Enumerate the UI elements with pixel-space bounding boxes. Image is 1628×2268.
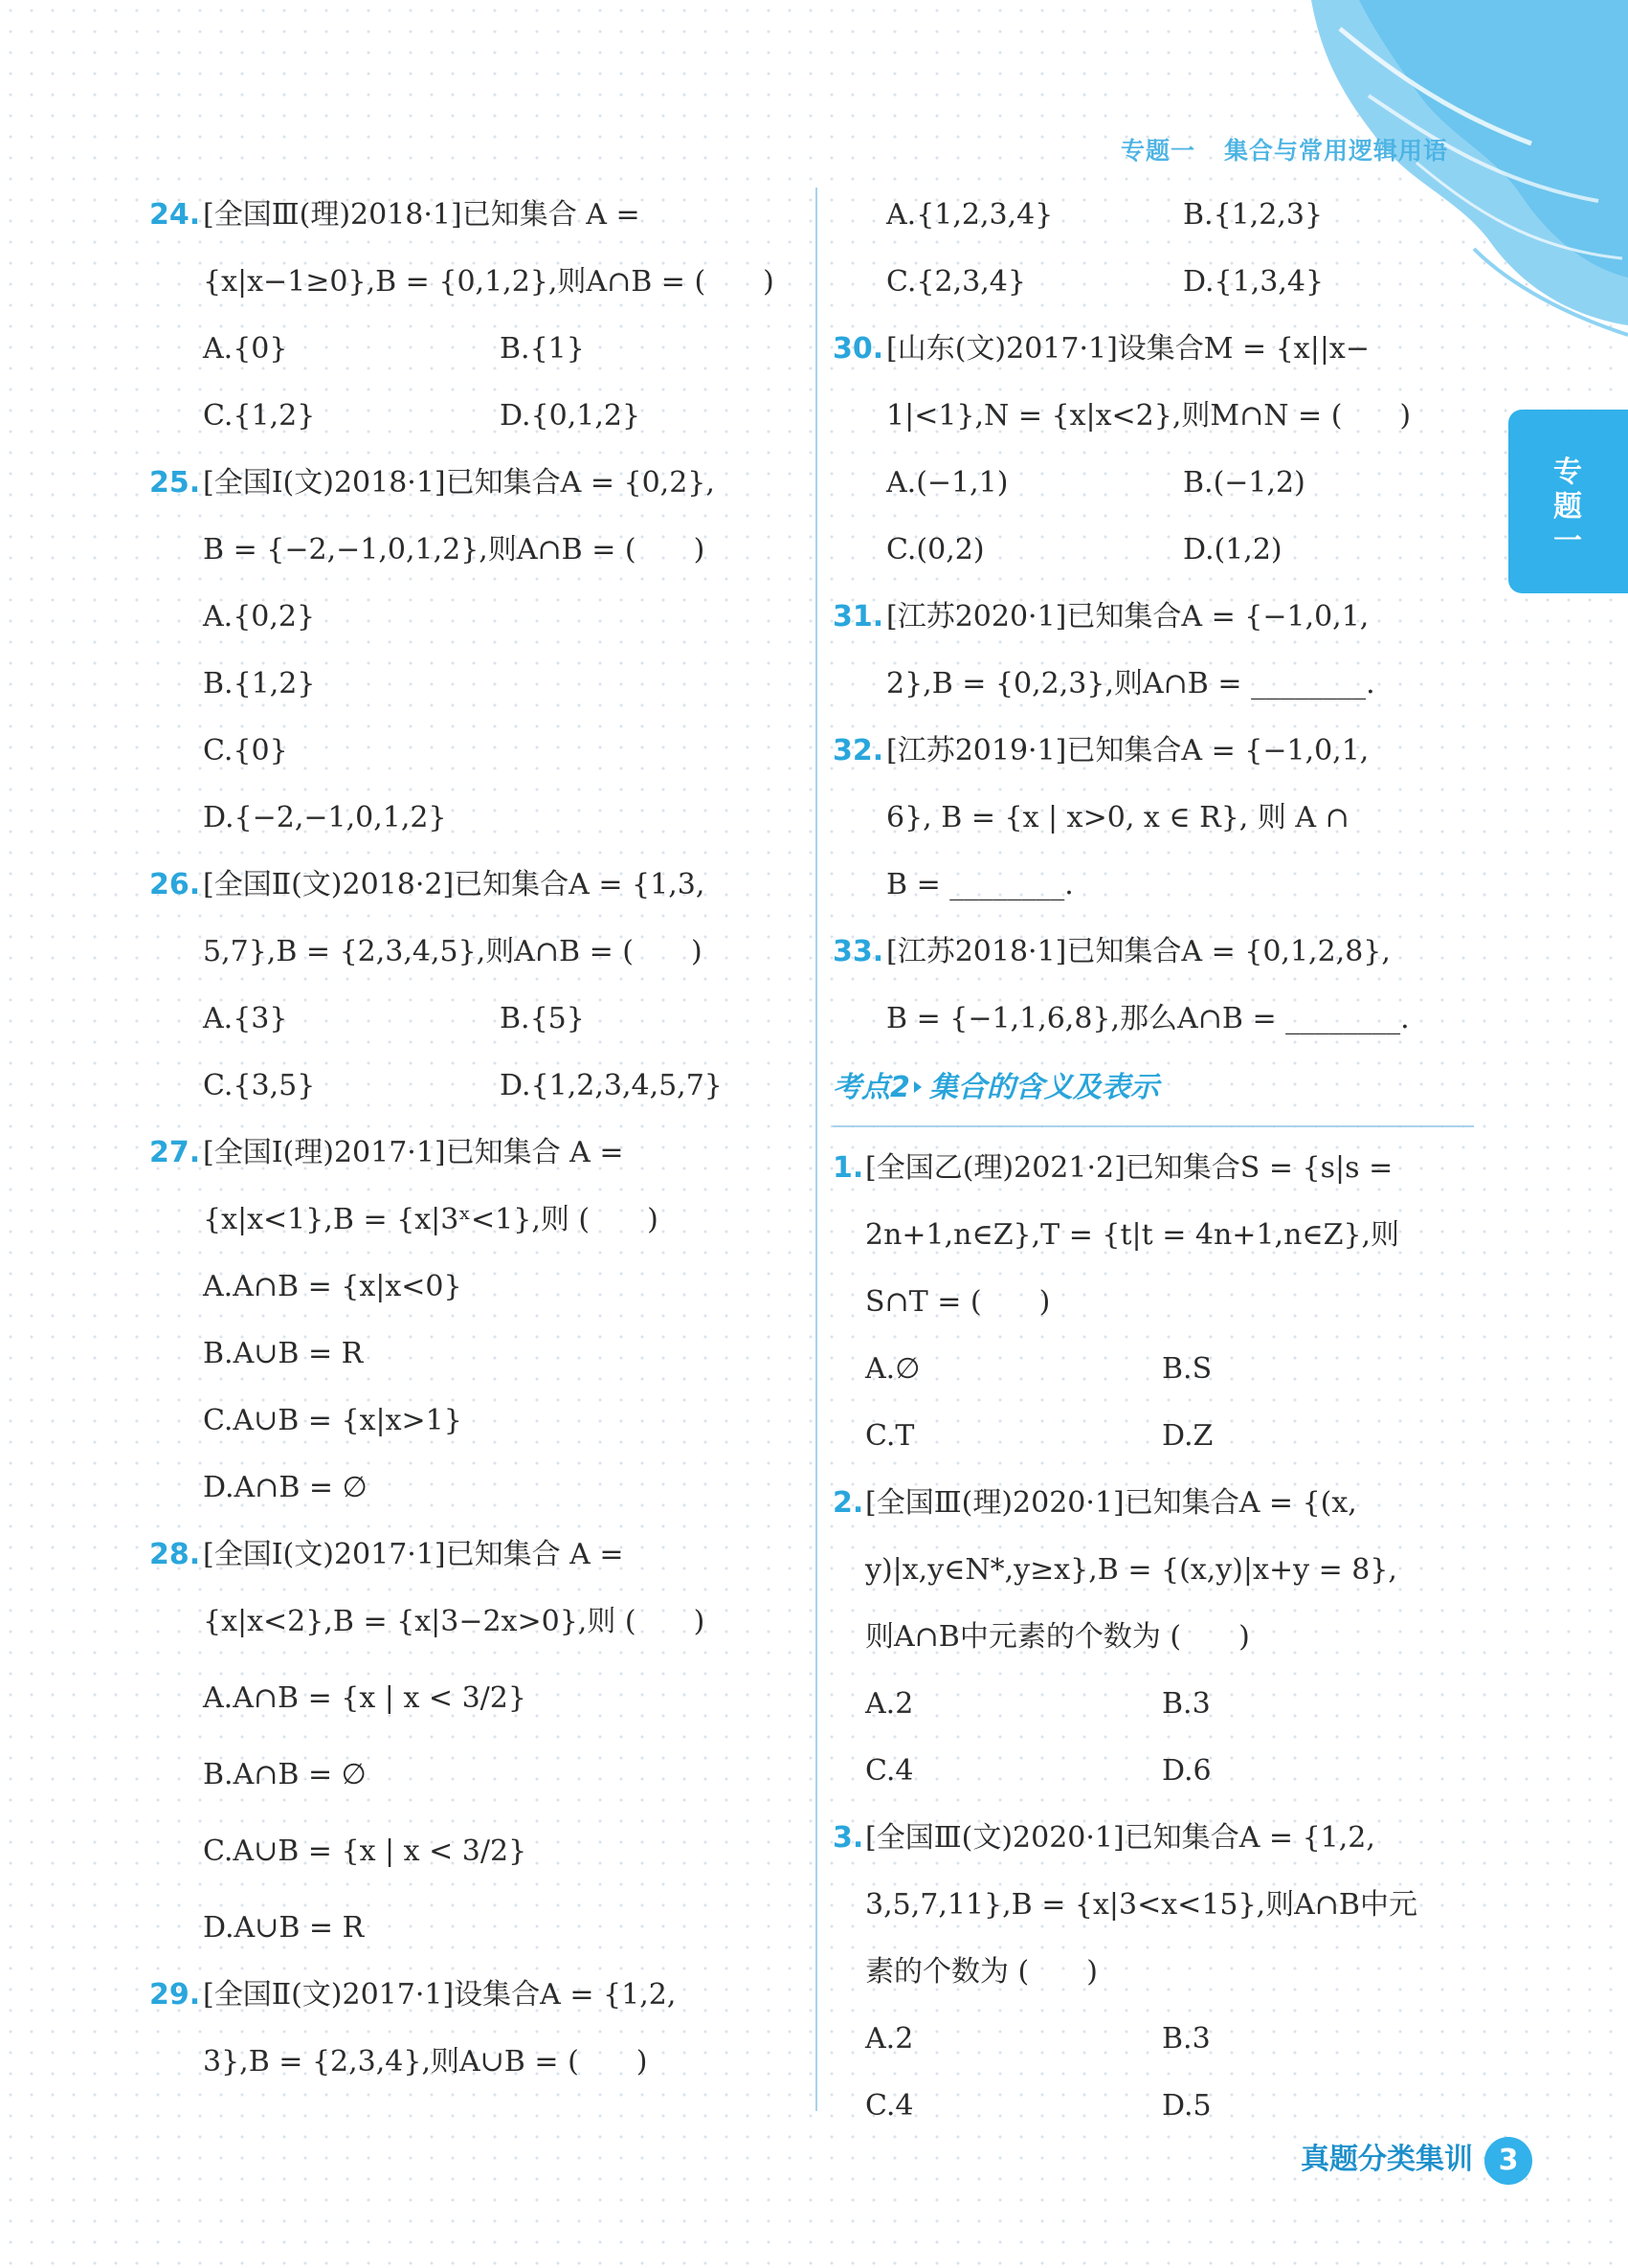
q27-number: 27. <box>149 1136 201 1169</box>
s2-option-a: A.2 <box>865 1687 914 1721</box>
q30-number: 30. <box>833 332 884 366</box>
q29-option-b: B.{1,2,3} <box>1183 198 1324 232</box>
q24-number: 24. <box>149 198 201 232</box>
q25-number: 25. <box>149 466 201 500</box>
q27-line2: {x|x<1},B = {x|3ˣ<1},则 ( ) <box>203 1203 658 1236</box>
running-head-title: 集合与常用逻辑用语 <box>1223 137 1448 165</box>
q29-option-c: C.{2,3,4} <box>886 265 1026 299</box>
q27-option-b: B.A∪B = R <box>203 1337 364 1370</box>
q28-option-b: B.A∩B = ∅ <box>203 1758 367 1791</box>
q24-line2: {x|x−1≥0},B = {0,1,2},则A∩B = ( ) <box>203 265 774 299</box>
q26-option-b: B.{5} <box>500 1002 585 1035</box>
q28-line2: {x|x<2},B = {x|3−2x>0},则 ( ) <box>203 1605 705 1638</box>
running-head <box>1092 132 1448 167</box>
q28-option-a: A.A∩B = {x | x < 3/2} <box>203 1681 526 1715</box>
s3-option-b: B.3 <box>1162 2022 1211 2056</box>
s1-option-b: B.S <box>1162 1352 1213 1386</box>
q26-line1: 26.[全国Ⅱ(文)2018·2]已知集合A = {1,3, <box>149 852 791 919</box>
q24-option-b: B.{1} <box>500 332 585 366</box>
q30-option-b: B.(−1,2) <box>1183 466 1305 500</box>
s1-number: 1. <box>833 1151 864 1185</box>
s2-line2: y)|x,y∈N*,y≥x},B = {(x,y)|x+y = 8}, <box>865 1553 1397 1587</box>
q31-line1: 31.[江苏2020·1]已知集合A = {−1,0,1, <box>833 584 1474 651</box>
q28-line1: 28.[全国Ⅰ(文)2017·1]已知集合 A = <box>149 1522 791 1589</box>
q32-line3: B = ________. <box>886 868 1074 901</box>
q29-line2: 3},B = {2,3,4},则A∪B = ( ) <box>203 2045 648 2079</box>
s3-line2: 3,5,7,11},B = {x|3<x<15},则A∩B中元 <box>865 1888 1417 1922</box>
s3-line3: 素的个数为 ( ) <box>865 1955 1098 1989</box>
q30-option-c: C.(0,2) <box>886 533 985 567</box>
q28-option-d: D.A∪B = R <box>203 1911 365 1945</box>
q24-option-a: A.{0} <box>203 332 288 366</box>
q27-option-a: A.A∩B = {x|x<0} <box>203 1270 462 1303</box>
q31-line2: 2},B = {0,2,3},则A∩B = ________. <box>886 667 1375 700</box>
q30-option-d: D.(1,2) <box>1183 533 1282 567</box>
q28-number: 28. <box>149 1538 201 1571</box>
section-heading <box>833 1058 1474 1127</box>
side-tab <box>1508 410 1628 593</box>
q30-line1: 30.[山东(文)2017·1]设集合M = {x||x− <box>833 316 1474 383</box>
q27-line1: 27.[全国Ⅰ(理)2017·1]已知集合 A = <box>149 1120 791 1187</box>
s2-line1: 2.[全国Ⅲ(理)2020·1]已知集合A = {(x, <box>833 1470 1474 1537</box>
q29-line1: 29.[全国Ⅱ(文)2017·1]设集合A = {1,2, <box>149 1962 791 2029</box>
q24-option-d: D.{0,1,2} <box>500 399 641 433</box>
q24-option-c: C.{1,2} <box>203 399 316 433</box>
q32-line2: 6}, B = {x | x>0, x ∈ R}, 则 A ∩ <box>886 801 1349 834</box>
footer-label: 真题分类集训 <box>1301 2143 1473 2176</box>
s1-option-a: A.∅ <box>865 1352 921 1386</box>
s1-line1: 1.[全国乙(理)2021·2]已知集合S = {s|s = <box>833 1135 1474 1202</box>
column-divider <box>815 188 817 2111</box>
left-column <box>149 182 791 2096</box>
q25-option-c: C.{0} <box>203 734 288 767</box>
q27-option-d: D.A∩B = ∅ <box>203 1471 368 1504</box>
q25-line1: 25.[全国Ⅰ(文)2018·1]已知集合A = {0,2}, <box>149 450 791 517</box>
q24-line1: 24.[全国Ⅲ(理)2018·1]已知集合 A = <box>149 182 791 249</box>
q33-number: 33. <box>833 935 884 968</box>
q30-option-a: A.(−1,1) <box>886 466 1009 500</box>
q30-line2: 1|<1},N = {x|x<2},则M∩N = ( ) <box>886 399 1412 433</box>
s1-line2: 2n+1,n∈Z},T = {t|t = 4n+1,n∈Z},则 <box>865 1218 1400 1252</box>
s2-option-d: D.6 <box>1162 1754 1212 1788</box>
q25-option-b: B.{1,2} <box>203 667 316 700</box>
q29-number: 29. <box>149 1978 201 2012</box>
right-column <box>833 182 1474 2140</box>
s2-line3: 则A∩B中元素的个数为 ( ) <box>865 1620 1250 1654</box>
s3-option-d: D.5 <box>1162 2089 1212 2123</box>
s2-number: 2. <box>833 1486 864 1520</box>
q29-option-d: D.{1,3,4} <box>1183 265 1325 299</box>
section-tag: 考点2 <box>833 1071 910 1104</box>
s2-option-b: B.3 <box>1162 1687 1211 1721</box>
q32-number: 32. <box>833 734 884 767</box>
running-head-topic: 专题一 <box>1120 137 1195 165</box>
q27-option-c: C.A∪B = {x|x>1} <box>203 1404 462 1437</box>
s2-option-c: C.4 <box>865 1754 914 1788</box>
q29-option-a: A.{1,2,3,4} <box>886 198 1054 232</box>
s3-number: 3. <box>833 1821 864 1855</box>
q26-option-a: A.{3} <box>203 1002 288 1035</box>
s3-line1: 3.[全国Ⅲ(文)2020·1]已知集合A = {1,2, <box>833 1805 1474 1872</box>
section-title: 集合的含义及表示 <box>928 1071 1159 1104</box>
q25-option-d: D.{−2,−1,0,1,2} <box>203 801 447 834</box>
s1-line3: S∩T = ( ) <box>865 1285 1051 1319</box>
s1-option-d: D.Z <box>1162 1419 1214 1453</box>
s3-option-a: A.2 <box>865 2022 914 2056</box>
q32-line1: 32.[江苏2019·1]已知集合A = {−1,0,1, <box>833 718 1474 785</box>
s1-option-c: C.T <box>865 1419 915 1453</box>
q25-line2: B = {−2,−1,0,1,2},则A∩B = ( ) <box>203 533 705 567</box>
page-number: 3 <box>1484 2137 1532 2185</box>
side-tab-label: 专题一 <box>1553 456 1582 558</box>
section-arrow-icon <box>914 1081 922 1093</box>
q25-option-a: A.{0,2} <box>203 600 316 634</box>
q31-number: 31. <box>833 600 884 634</box>
q26-option-c: C.{3,5} <box>203 1069 316 1102</box>
q33-line1: 33.[江苏2018·1]已知集合A = {0,1,2,8}, <box>833 919 1474 986</box>
s3-option-c: C.4 <box>865 2089 914 2123</box>
q26-number: 26. <box>149 868 201 901</box>
footer <box>1301 2136 1532 2184</box>
q26-option-d: D.{1,2,3,4,5,7} <box>500 1069 723 1102</box>
q28-option-c: C.A∪B = {x | x < 3/2} <box>203 1834 527 1868</box>
q33-line2: B = {−1,1,6,8},那么A∩B = ________. <box>886 1002 1410 1035</box>
q26-line2: 5,7},B = {2,3,4,5},则A∩B = ( ) <box>203 935 702 968</box>
